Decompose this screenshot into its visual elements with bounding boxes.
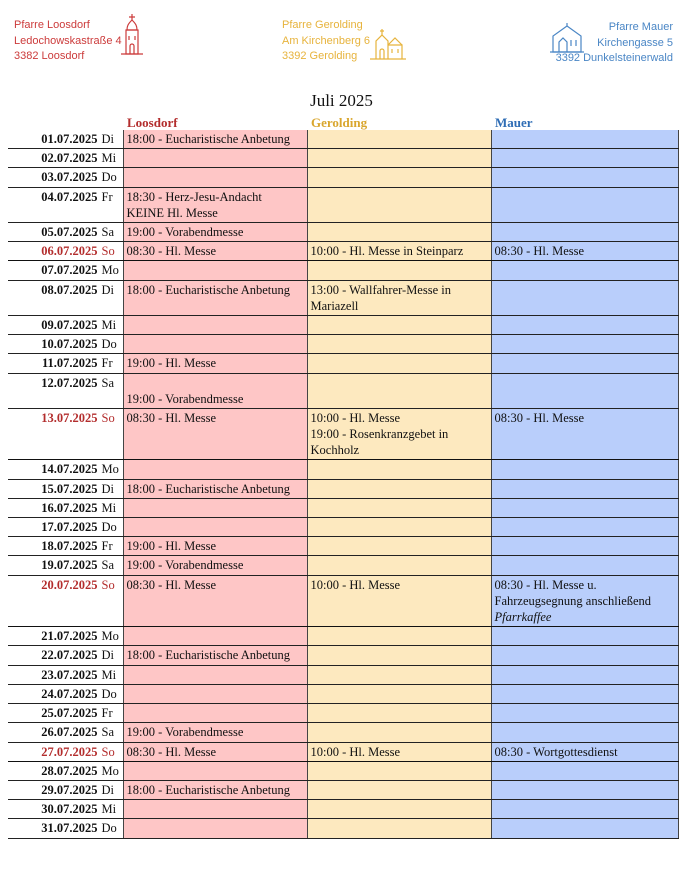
parish-street: Am Kirchenberg 6 — [282, 34, 371, 47]
event-entry: 08:30 - Hl. Messe — [126, 410, 217, 425]
date-label: 16.07.2025 — [41, 500, 98, 515]
date-label: 11.07.2025 — [41, 356, 98, 371]
date-label: 23.07.2025 — [41, 667, 98, 682]
weekday-label: So — [101, 244, 115, 259]
event-entry: 19:00 - Vorabendmesse — [126, 558, 244, 573]
weekday-label: So — [101, 577, 115, 592]
event-cell-loosdorf — [123, 149, 307, 168]
event-entry: 19:00 - Vorabendmesse — [126, 391, 244, 406]
weekday-label: Mi — [101, 500, 117, 515]
weekday-label: Di — [101, 648, 114, 663]
church-loosdorf-icon — [118, 12, 146, 58]
date-label: 06.07.2025 — [41, 244, 98, 259]
event-cell-loosdorf — [123, 742, 307, 761]
date-label: 02.07.2025 — [41, 151, 98, 166]
event-cell-mauer — [491, 280, 678, 315]
date-cell — [8, 819, 123, 838]
weekday-label: Sa — [101, 558, 114, 573]
weekday-label: Fr — [101, 539, 113, 554]
event-entry-note: Pfarrkaffee — [494, 610, 552, 625]
date-cell — [8, 242, 123, 261]
event-cell-gerolding — [307, 242, 491, 261]
column-header-mauer: Mauer — [495, 115, 533, 130]
date-cell — [8, 684, 123, 703]
date-label: 31.07.2025 — [41, 821, 98, 836]
weekday-label: So — [101, 744, 115, 759]
month-title: Juli 2025 — [310, 91, 373, 110]
event-cell-loosdorf — [123, 556, 307, 575]
date-label: 18.07.2025 — [41, 539, 98, 554]
weekday-label: So — [101, 410, 115, 425]
event-cell-loosdorf — [123, 242, 307, 261]
event-entry: 19:00 - Hl. Messe — [126, 356, 217, 371]
column-header-gerolding: Gerolding — [311, 115, 368, 130]
event-entry: 08:30 - Hl. Messe — [126, 244, 217, 259]
table-row — [8, 646, 678, 665]
letterhead — [0, 0, 683, 76]
date-cell — [8, 742, 123, 761]
date-label: 26.07.2025 — [41, 725, 98, 740]
table-row — [8, 280, 678, 315]
event-cell-loosdorf — [123, 408, 307, 460]
event-cell-gerolding — [307, 479, 491, 498]
date-cell — [8, 479, 123, 498]
date-label: 24.07.2025 — [41, 686, 98, 701]
table-row — [8, 261, 678, 280]
table-row — [8, 168, 678, 187]
weekday-label: Di — [101, 132, 114, 146]
table-row — [8, 723, 678, 742]
event-cell-gerolding — [307, 684, 491, 703]
weekday-label: Do — [101, 520, 117, 535]
table-row — [8, 460, 678, 479]
event-cell-loosdorf — [123, 627, 307, 646]
event-cell-gerolding — [307, 130, 491, 149]
parish-city: 3392 Gerolding — [282, 50, 358, 62]
date-label: 22.07.2025 — [41, 648, 98, 663]
event-entry: 18:00 - Eucharistische Anbetung — [126, 282, 291, 297]
event-cell-mauer — [491, 723, 678, 742]
event-entry: 19:00 - Vorabendmesse — [126, 225, 244, 240]
date-label: 17.07.2025 — [41, 520, 98, 535]
table-row — [8, 316, 678, 335]
table-row — [8, 498, 678, 517]
date-label: 25.07.2025 — [41, 706, 98, 721]
table-row — [8, 354, 678, 373]
table-row — [8, 518, 678, 537]
event-cell-gerolding — [307, 460, 491, 479]
table-row — [8, 761, 678, 780]
event-cell-mauer — [491, 335, 678, 354]
event-cell-gerolding — [307, 168, 491, 187]
date-label: 13.07.2025 — [41, 410, 98, 425]
date-label: 14.07.2025 — [41, 462, 98, 477]
event-cell-gerolding — [307, 556, 491, 575]
event-cell-gerolding — [307, 223, 491, 242]
date-cell — [8, 408, 123, 460]
date-cell — [8, 223, 123, 242]
event-cell-gerolding — [307, 646, 491, 665]
date-cell — [8, 556, 123, 575]
date-label: 20.07.2025 — [41, 577, 98, 592]
event-entry: 08:30 - Hl. Messe — [494, 244, 585, 259]
event-cell-mauer — [491, 627, 678, 646]
weekday-label: Mi — [101, 151, 117, 166]
event-cell-gerolding — [307, 665, 491, 684]
table-row — [8, 665, 678, 684]
table-row — [8, 223, 678, 242]
date-cell — [8, 800, 123, 819]
event-cell-mauer — [491, 498, 678, 517]
event-entry: 08:30 - Hl. Messe — [494, 410, 585, 425]
weekday-label: Mi — [101, 667, 117, 682]
table-row — [8, 335, 678, 354]
date-cell — [8, 537, 123, 556]
event-cell-gerolding — [307, 704, 491, 723]
date-label: 29.07.2025 — [41, 782, 98, 797]
table-row — [8, 800, 678, 819]
date-cell — [8, 627, 123, 646]
event-cell-loosdorf — [123, 498, 307, 517]
event-cell-gerolding — [307, 780, 491, 799]
event-cell-loosdorf — [123, 518, 307, 537]
church-gerolding-icon — [368, 25, 408, 61]
event-cell-mauer — [491, 575, 678, 627]
date-cell — [8, 704, 123, 723]
date-label: 09.07.2025 — [41, 318, 98, 333]
table-row — [8, 742, 678, 761]
event-cell-loosdorf — [123, 130, 307, 149]
event-cell-mauer — [491, 556, 678, 575]
event-cell-mauer — [491, 518, 678, 537]
table-row — [8, 149, 678, 168]
weekday-label: Mi — [101, 318, 117, 333]
event-cell-loosdorf — [123, 704, 307, 723]
date-label: 12.07.2025 — [41, 375, 98, 390]
table-row — [8, 479, 678, 498]
event-entry: 19:00 - Rosenkranzgebet in Kochholz — [310, 427, 449, 458]
event-cell-gerolding — [307, 627, 491, 646]
date-label: 30.07.2025 — [41, 802, 98, 817]
event-entry: 10:00 - Hl. Messe — [310, 744, 401, 759]
event-cell-gerolding — [307, 723, 491, 742]
event-entry: 18:00 - Eucharistische Anbetung — [126, 782, 291, 797]
event-cell-gerolding — [307, 335, 491, 354]
event-cell-loosdorf — [123, 723, 307, 742]
weekday-label: Mo — [101, 629, 119, 644]
event-cell-loosdorf — [123, 261, 307, 280]
event-entry: 08:30 - Wortgottesdienst — [494, 744, 618, 759]
schedule-body — [8, 130, 678, 838]
event-entry: 18:00 - Eucharistische Anbetung — [126, 648, 291, 663]
event-cell-mauer — [491, 187, 678, 222]
weekday-label: Sa — [101, 375, 114, 390]
event-cell-gerolding — [307, 149, 491, 168]
event-cell-loosdorf — [123, 819, 307, 838]
date-cell — [8, 518, 123, 537]
event-cell-gerolding — [307, 575, 491, 627]
weekday-label: Di — [101, 782, 114, 797]
table-row — [8, 556, 678, 575]
event-cell-mauer — [491, 316, 678, 335]
event-cell-gerolding — [307, 819, 491, 838]
event-cell-gerolding — [307, 761, 491, 780]
event-cell-gerolding — [307, 742, 491, 761]
event-entry: 08:30 - Hl. Messe — [126, 744, 217, 759]
event-cell-mauer — [491, 130, 678, 149]
event-entry: 10:00 - Hl. Messe — [310, 410, 401, 425]
date-cell — [8, 780, 123, 799]
event-cell-mauer — [491, 373, 678, 408]
table-row — [8, 408, 678, 460]
event-cell-loosdorf — [123, 780, 307, 799]
event-cell-mauer — [491, 354, 678, 373]
event-cell-mauer — [491, 537, 678, 556]
parish-street: Ledochowskastraße 4 — [14, 34, 122, 47]
date-label: 10.07.2025 — [41, 337, 98, 352]
event-cell-mauer — [491, 684, 678, 703]
event-cell-loosdorf — [123, 479, 307, 498]
parish-city: 3392 Dunkelsteinerwald — [555, 52, 673, 64]
table-row — [8, 704, 678, 723]
parish-name: Pfarre Mauer — [608, 21, 673, 33]
event-cell-loosdorf — [123, 354, 307, 373]
event-cell-gerolding — [307, 408, 491, 460]
parish-loosdorf-address — [14, 18, 122, 65]
table-row — [8, 373, 678, 408]
event-cell-mauer — [491, 800, 678, 819]
weekday-label: Di — [101, 282, 114, 297]
date-cell — [8, 187, 123, 222]
weekday-label: Fr — [101, 356, 113, 371]
event-cell-loosdorf — [123, 187, 307, 222]
event-cell-mauer — [491, 665, 678, 684]
event-cell-loosdorf — [123, 665, 307, 684]
event-cell-mauer — [491, 742, 678, 761]
date-label: 08.07.2025 — [41, 282, 98, 297]
table-row — [8, 684, 678, 703]
date-label: 15.07.2025 — [41, 481, 98, 496]
event-entry: 08:30 - Hl. Messe — [126, 577, 217, 592]
parish-name: Pfarre Gerolding — [282, 19, 363, 31]
event-cell-gerolding — [307, 498, 491, 517]
event-cell-loosdorf — [123, 800, 307, 819]
event-entry: 13:00 - Wallfahrer-Messe in Mariazell — [310, 282, 451, 313]
event-cell-mauer — [491, 780, 678, 799]
parish-street: Kirchengasse 5 — [597, 36, 673, 49]
event-cell-loosdorf — [123, 373, 307, 408]
date-cell — [8, 646, 123, 665]
event-cell-gerolding — [307, 354, 491, 373]
column-header-loosdorf: Loosdorf — [127, 115, 178, 130]
date-cell — [8, 335, 123, 354]
weekday-label: Do — [101, 686, 117, 701]
event-entry: 08:30 - Hl. Messe u. Fahrzeugsegnung anschließend — [494, 577, 652, 608]
date-label: 05.07.2025 — [41, 225, 98, 240]
event-cell-loosdorf — [123, 537, 307, 556]
weekday-label: Do — [101, 821, 117, 836]
weekday-label: Sa — [101, 725, 114, 740]
table-row — [8, 537, 678, 556]
event-cell-mauer — [491, 261, 678, 280]
event-cell-mauer — [491, 168, 678, 187]
date-cell — [8, 261, 123, 280]
event-cell-mauer — [491, 761, 678, 780]
event-cell-gerolding — [307, 373, 491, 408]
date-cell — [8, 280, 123, 315]
event-cell-gerolding — [307, 518, 491, 537]
event-cell-loosdorf — [123, 646, 307, 665]
date-cell — [8, 373, 123, 408]
event-cell-loosdorf — [123, 761, 307, 780]
date-label: 19.07.2025 — [41, 558, 98, 573]
event-cell-gerolding — [307, 261, 491, 280]
date-cell — [8, 575, 123, 627]
date-cell — [8, 354, 123, 373]
table-row — [8, 242, 678, 261]
event-cell-gerolding — [307, 316, 491, 335]
date-cell — [8, 130, 123, 149]
weekday-label: Do — [101, 170, 117, 185]
event-cell-loosdorf — [123, 335, 307, 354]
event-cell-loosdorf — [123, 575, 307, 627]
date-label: 21.07.2025 — [41, 629, 98, 644]
event-cell-mauer — [491, 460, 678, 479]
event-entry: 18:30 - Herz-Jesu-Andacht — [126, 189, 262, 204]
weekday-label: Fr — [101, 189, 113, 204]
date-label: 27.07.2025 — [41, 744, 98, 759]
table-row — [8, 627, 678, 646]
date-cell — [8, 460, 123, 479]
event-cell-gerolding — [307, 187, 491, 222]
event-entry: 18:00 - Eucharistische Anbetung — [126, 132, 291, 146]
schedule-table — [8, 130, 679, 839]
date-cell — [8, 761, 123, 780]
weekday-label: Sa — [101, 225, 114, 240]
parish-name: Pfarre Loosdorf — [14, 19, 90, 31]
event-cell-loosdorf — [123, 223, 307, 242]
parish-gerolding-address — [282, 18, 370, 65]
event-cell-mauer — [491, 408, 678, 460]
date-cell — [8, 168, 123, 187]
event-cell-loosdorf — [123, 168, 307, 187]
date-label: 07.07.2025 — [41, 263, 98, 278]
event-cell-mauer — [491, 704, 678, 723]
date-label: 04.07.2025 — [41, 189, 98, 204]
event-entry: KEINE Hl. Messe — [126, 205, 218, 220]
event-cell-mauer — [491, 149, 678, 168]
table-row — [8, 819, 678, 838]
date-label: 28.07.2025 — [41, 763, 98, 778]
event-cell-mauer — [491, 479, 678, 498]
event-cell-loosdorf — [123, 684, 307, 703]
event-cell-mauer — [491, 819, 678, 838]
date-label: 03.07.2025 — [41, 170, 98, 185]
event-cell-gerolding — [307, 800, 491, 819]
event-entry: 19:00 - Hl. Messe — [126, 539, 217, 554]
event-cell-gerolding — [307, 280, 491, 315]
event-cell-loosdorf — [123, 316, 307, 335]
table-row — [8, 575, 678, 627]
table-row — [8, 780, 678, 799]
date-cell — [8, 723, 123, 742]
parish-city: 3382 Loosdorf — [14, 50, 85, 62]
event-entry: 10:00 - Hl. Messe — [310, 577, 401, 592]
weekday-label: Do — [101, 337, 117, 352]
event-cell-mauer — [491, 242, 678, 261]
event-cell-gerolding — [307, 537, 491, 556]
weekday-label: Mo — [101, 263, 119, 278]
weekday-label: Fr — [101, 706, 113, 721]
date-cell — [8, 498, 123, 517]
weekday-label: Di — [101, 481, 114, 496]
date-cell — [8, 665, 123, 684]
event-entry: 10:00 - Hl. Messe in Steinparz — [310, 244, 464, 259]
table-row — [8, 130, 678, 149]
date-label: 01.07.2025 — [41, 132, 98, 146]
event-entry: 19:00 - Vorabendmesse — [126, 725, 244, 740]
event-cell-mauer — [491, 223, 678, 242]
weekday-label: Mo — [101, 462, 119, 477]
weekday-label: Mo — [101, 763, 119, 778]
weekday-label: Mi — [101, 802, 117, 817]
date-cell — [8, 316, 123, 335]
event-entry: 18:00 - Eucharistische Anbetung — [126, 481, 291, 496]
event-cell-loosdorf — [123, 460, 307, 479]
table-row — [8, 187, 678, 222]
date-cell — [8, 149, 123, 168]
event-cell-loosdorf — [123, 280, 307, 315]
church-mauer-icon — [549, 22, 585, 54]
event-cell-mauer — [491, 646, 678, 665]
